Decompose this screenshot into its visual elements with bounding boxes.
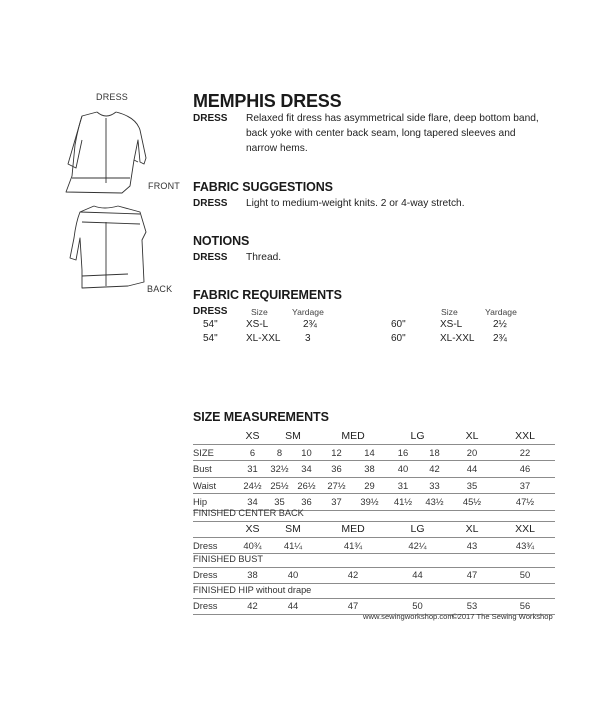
cell: 31 xyxy=(239,461,266,478)
footer-website[interactable]: www.sewingworkshop.com xyxy=(363,612,454,621)
row-label: Bust xyxy=(193,461,239,478)
req-size: XL-XXL xyxy=(440,333,475,344)
size-group-sm: SM xyxy=(266,428,320,444)
size-group-xl: XL xyxy=(449,428,495,444)
cell: 18 xyxy=(420,444,449,461)
size-group-med: MED xyxy=(320,428,386,444)
cell: 27½ xyxy=(320,477,353,494)
size-measurements-table xyxy=(193,428,555,511)
yardage-header: Yardage xyxy=(485,307,517,317)
description-key: DRESS xyxy=(193,113,228,124)
cell: 41¾ xyxy=(320,537,386,554)
cell: 42 xyxy=(320,567,386,583)
cell: 35 xyxy=(449,477,495,494)
notions-heading: NOTIONS xyxy=(193,234,250,248)
req-width: 54" xyxy=(203,333,218,344)
size-header: Size xyxy=(441,307,458,317)
page-title: MEMPHIS DRESS xyxy=(193,91,342,111)
cell: 47 xyxy=(320,598,386,614)
table-row xyxy=(193,461,555,478)
sketch-label-front: FRONT xyxy=(148,181,180,191)
size-group-xl: XL xyxy=(449,521,495,537)
cell: 32½ xyxy=(266,461,293,478)
cell: 41½ xyxy=(386,494,420,511)
row-label: Dress xyxy=(193,598,239,614)
cell: 40 xyxy=(266,567,320,583)
fabric-requirements-heading: FABRIC REQUIREMENTS xyxy=(193,288,342,302)
fabric-suggestions-heading: FABRIC SUGGESTIONS xyxy=(193,180,333,194)
table-row xyxy=(193,444,555,461)
description-line: back yoke with center back seam, long tapered sleeves and xyxy=(246,128,516,139)
req-size: XS-L xyxy=(246,319,269,330)
cell: 24½ xyxy=(239,477,266,494)
cell: 44 xyxy=(266,598,320,614)
cell: 46 xyxy=(495,461,555,478)
yardage-header: Yardage xyxy=(292,307,324,317)
sketch-label-back: BACK xyxy=(147,284,173,294)
finished-hip-heading: FINISHED HIP without drape xyxy=(193,583,555,599)
cell: 50 xyxy=(386,598,449,614)
cell: 35 xyxy=(266,494,293,511)
row-label: Waist xyxy=(193,477,239,494)
cell: 43 xyxy=(449,537,495,554)
cell: 39½ xyxy=(353,494,386,511)
finished-bust-heading: FINISHED BUST xyxy=(193,552,555,568)
fabric-suggestions-text: Light to medium-weight knits. 2 or 4-way stretch. xyxy=(246,198,465,209)
size-group-lg: LG xyxy=(386,428,449,444)
cell: 43½ xyxy=(420,494,449,511)
description-text xyxy=(246,111,556,156)
cell: 33 xyxy=(420,477,449,494)
fabric-suggestions-key: DRESS xyxy=(193,198,228,209)
cell: 38 xyxy=(353,461,386,478)
cell: 31 xyxy=(386,477,420,494)
cell: 56 xyxy=(495,598,555,614)
cell: 40 xyxy=(386,461,420,478)
size-group-xxl: XXL xyxy=(495,428,555,444)
cell: 36 xyxy=(320,461,353,478)
size-group-med: MED xyxy=(320,521,386,537)
size-header: Size xyxy=(251,307,268,317)
description-line: narrow hems. xyxy=(246,143,308,154)
table-row xyxy=(193,477,555,494)
req-width: 54" xyxy=(203,319,218,330)
cell: 42 xyxy=(420,461,449,478)
req-yardage: 3 xyxy=(305,333,311,344)
cell: 12 xyxy=(320,444,353,461)
cell: 43¾ xyxy=(495,537,555,554)
row-label: SIZE xyxy=(193,444,239,461)
cell: 44 xyxy=(449,461,495,478)
cell: 37 xyxy=(495,477,555,494)
dress-front-sketch xyxy=(60,100,160,195)
req-yardage: 2¾ xyxy=(303,319,317,330)
table-row xyxy=(193,567,555,583)
size-group-row xyxy=(193,521,555,537)
cell: 6 xyxy=(239,444,266,461)
cell: 42 xyxy=(239,598,266,614)
req-size: XS-L xyxy=(440,319,463,330)
cell: 36 xyxy=(293,494,320,511)
cell: 44 xyxy=(386,567,449,583)
row-label: Dress xyxy=(193,567,239,583)
cell: 22 xyxy=(495,444,555,461)
cell: 40¾ xyxy=(239,537,266,554)
cell: 29 xyxy=(353,477,386,494)
fabric-requirements-key: DRESS xyxy=(193,306,228,317)
cell: 8 xyxy=(266,444,293,461)
req-yardage: 2½ xyxy=(493,319,507,330)
cell: 45½ xyxy=(449,494,495,511)
dress-back-sketch xyxy=(60,200,160,295)
size-group-lg: LG xyxy=(386,521,449,537)
description-line: Relaxed fit dress has asymmetrical side flare, deep bottom band, xyxy=(246,113,539,124)
cell: 16 xyxy=(386,444,420,461)
notions-key: DRESS xyxy=(193,252,228,263)
req-width: 60" xyxy=(391,333,406,344)
cell: 20 xyxy=(449,444,495,461)
row-label: Hip xyxy=(193,494,239,511)
finished-center-back-table xyxy=(193,521,555,554)
size-group-xxl: XXL xyxy=(495,521,555,537)
cell: 47½ xyxy=(495,494,555,511)
cell: 10 xyxy=(293,444,320,461)
cell: 41¼ xyxy=(266,537,320,554)
footer-copyright: ©2017 The Sewing Workshop xyxy=(452,612,553,621)
cell: 25½ xyxy=(266,477,293,494)
size-group-row xyxy=(193,428,555,444)
cell: 37 xyxy=(320,494,353,511)
cell: 26½ xyxy=(293,477,320,494)
cell: 42¼ xyxy=(386,537,449,554)
sketch-label-dress: DRESS xyxy=(96,92,129,102)
row-label: Dress xyxy=(193,537,239,554)
finished-center-back-heading: FINISHED CENTER BACK xyxy=(193,506,555,522)
req-size: XL-XXL xyxy=(246,333,281,344)
cell: 34 xyxy=(293,461,320,478)
cell: 14 xyxy=(353,444,386,461)
notions-text: Thread. xyxy=(246,252,282,263)
req-yardage: 2¾ xyxy=(493,333,507,344)
cell: 50 xyxy=(495,567,555,583)
size-measurements-heading: SIZE MEASUREMENTS xyxy=(193,410,329,424)
req-width: 60" xyxy=(391,319,406,330)
size-group-sm: SM xyxy=(266,521,320,537)
finished-bust-table xyxy=(193,567,555,584)
cell: 34 xyxy=(239,494,266,511)
cell: 38 xyxy=(239,567,266,583)
cell: 53 xyxy=(449,598,495,614)
size-group-xs: XS xyxy=(239,521,266,537)
size-group-xs: XS xyxy=(239,428,266,444)
cell: 47 xyxy=(449,567,495,583)
